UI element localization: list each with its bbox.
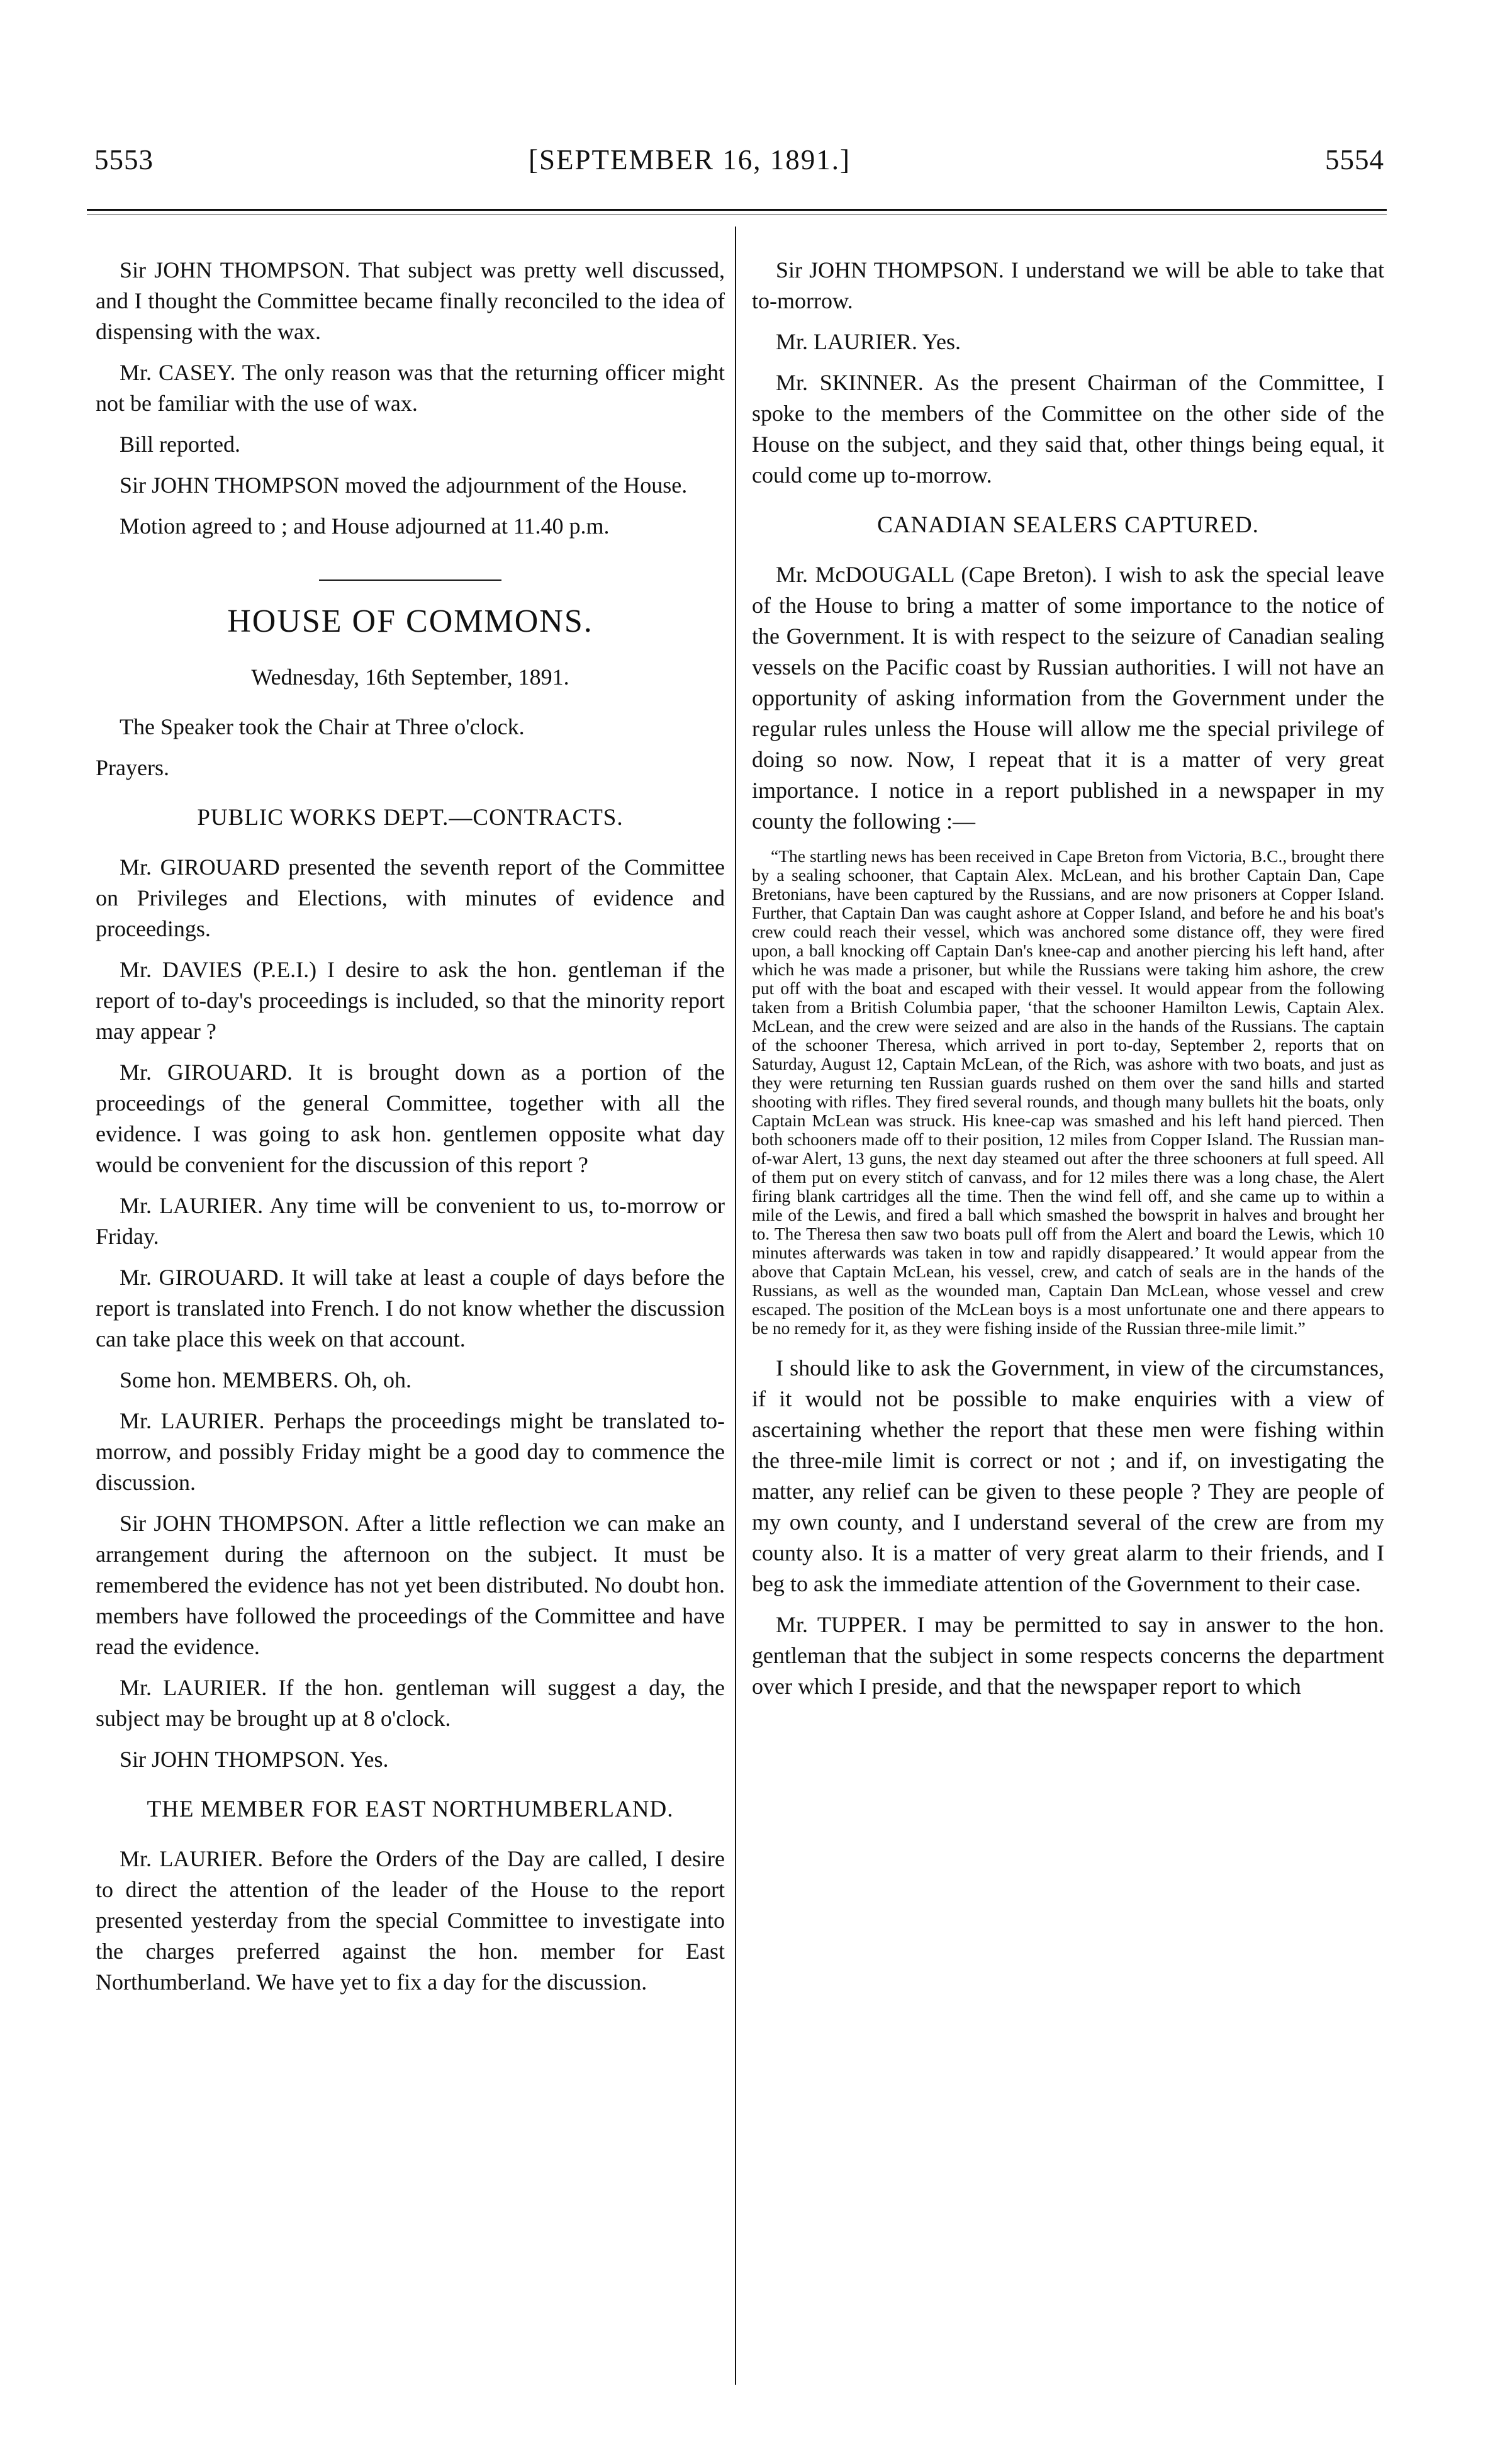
newspaper-quote: “The startling news has been received in Cape Breton from Victoria, B.C., brought there by a sealing schooner, that Captain Alex. McLean, and his brother Captain Dan, Cape Bretonians, have been captured by the Russians, and are now prisoners at Copper Island. Further, that Captain Dan was caught ashore at Copper Island, and before he and his boat's crew could reach their vessel, which was anchored some distance off, they were fired upon, a ball knocking off Captain Dan's knee-cap and another piercing his left hand, after which he was made a prisoner, but while the Russians were taking him ashore, the crew put off with the boat and escaped with their vessel. It would appear from the following taken from a British Columbia paper, ‘that the schooner Hamilton Lewis, Captain Alex. McLean, and the crew were seized and are also in the hands of the Russians. The captain of the schooner Theresa, which arrived in port to-day, September 2, reports that on Saturday, August 12, Captain McLean, of the Rich, was ashore with two boats, and just as they were returning ten Russian guards rushed on them over the sand hills and started shooting with rifles. They fired several rounds, and though many bullets hit the boats, only Captain McLean was struck. His knee-cap was smashed and his left hand pierced. Then both schooners made off to their position, 12 miles from Copper Island. The Russian man-of-war Alert, 13 guns, the next day steamed out after the three schooners at full speed. All of them put on every stitch of canvass, and for 12 miles there was a long chase, the Alert firing blank cartridges all the time. Then the wind fell off, and she came up to within a mile of the Lewis, and fired a ball which smashed the bowsprit in halves and brought her to. The Theresa then saw two boats pull off from the Alert and board the Lewis, which 10 minutes afterwards was taken in tow and rapidly disappeared.’ It would appear from the above that Captain McLean, his vessel, crew, and catch of seals are in the hands of the Russians, as well as the wounded man, Captain Dan McLean, whose vessel and crew escaped. The position of the McLean boys is a most unfortunate one and there appears to be no remedy for it, as they were fishing inside of the Russian three-mile limit.”	[752, 846, 1384, 1338]
paragraph: Mr. LAURIER. Yes.	[776, 329, 961, 354]
paragraph: Mr. LAURIER. If the hon. gentleman will suggest a day, the subject may be brought up at 8 o'clock.	[96, 1675, 725, 1731]
paragraph: Mr. DAVIES (P.E.I.) I desire to ask the hon. gentleman if the report of to-day's proceedings is included, so that the minority report may appear ?	[96, 957, 725, 1044]
page-header	[94, 143, 1384, 188]
page-number-left: 5553	[94, 144, 154, 176]
paragraph: Sir JOHN THOMPSON. I understand we will be able to take that to-morrow.	[752, 257, 1384, 313]
right-column	[752, 255, 1384, 1712]
section-heading: THE MEMBER FOR EAST NORTHUMBERLAND.	[147, 1796, 674, 1822]
paragraph: Motion agreed to ; and House adjourned at 11.40 p.m.	[120, 513, 610, 539]
paragraph: Mr. GIROUARD. It is brought down as a portion of the proceedings of the general Committee, together with all the evidence. I was going to ask hon. gentlemen opposite what day would be convenient for the discussion of this report ?	[96, 1060, 725, 1177]
house-heading: HOUSE OF COMMONS.	[227, 603, 593, 639]
speaker-line: The Speaker took the Chair at Three o'clock.	[120, 714, 525, 739]
paragraph: Bill reported.	[120, 432, 240, 457]
section-heading: CANADIAN SEALERS CAPTURED.	[877, 512, 1259, 538]
paragraph: Mr. LAURIER. Any time will be convenient to us, to-morrow or Friday.	[96, 1193, 725, 1249]
header-rule	[87, 209, 1387, 215]
paragraph: Mr. GIROUARD. It will take at least a couple of days before the report is translated into French. I do not know whether the discussion can take place this week on that account.	[96, 1265, 725, 1352]
paragraph: Sir JOHN THOMPSON. Yes.	[120, 1747, 389, 1772]
header-date: [SEPTEMBER 16, 1891.]	[529, 144, 851, 176]
left-column	[96, 255, 725, 2008]
paragraph: Sir JOHN THOMPSON moved the adjournment of the House.	[120, 473, 688, 498]
prayers-line: Prayers.	[96, 755, 169, 780]
section-heading: PUBLIC WORKS DEPT.—CONTRACTS.	[197, 805, 624, 831]
paragraph: Sir JOHN THOMPSON. That subject was pretty well discussed, and I thought the Committee became finally reconciled to the idea of dispensing with the wax.	[96, 257, 725, 344]
paragraph: Mr. CASEY. The only reason was that the returning officer might not be familiar with the use of wax.	[96, 360, 725, 416]
dateline: Wednesday, 16th September, 1891.	[251, 664, 569, 690]
paragraph: Mr. GIROUARD presented the seventh report of the Committee on Privileges and Elections, with minutes of evidence and proceedings.	[96, 854, 725, 941]
paragraph: Mr. McDOUGALL (Cape Breton). I wish to ask the special leave of the House to bring a matter of some importance to the notice of the Government. It is with respect to the seizure of Canadian sealing vessels on the Pacific coast by Russian authorities. I will not have an opportunity of asking information from the Government under the regular rules unless the House will allow me the special privilege of doing so now. Now, I repeat that it is a matter of very great importance. I notice in a report published in a newspaper in my county the following :—	[752, 562, 1384, 834]
paragraph: Mr. SKINNER. As the present Chairman of the Committee, I spoke to the members of the Committee on the other side of the House on the subject, and they said that, other things being equal, it could come up to-morrow.	[752, 370, 1384, 488]
column-divider	[735, 227, 736, 2385]
page-number-right: 5554	[1325, 144, 1384, 176]
paragraph: Mr. TUPPER. I may be permitted to say in answer to the hon. gentleman that the subject in some respects concerns the department over which I preside, and that the newspaper report to which	[752, 1612, 1384, 1699]
paragraph: Mr. LAURIER. Perhaps the proceedings might be translated to-morrow, and possibly Friday might be a good day to commence the discussion.	[96, 1408, 725, 1495]
paragraph: Mr. LAURIER. Before the Orders of the Day are called, I desire to direct the attention of the leader of the House to the report presented yesterday from the special Committee to investigate into the charges preferred against the hon. member for East Northumberland. We have yet to fix a day for the discussion.	[96, 1846, 725, 1995]
paragraph: Some hon. MEMBERS. Oh, oh.	[120, 1367, 412, 1392]
paragraph: I should like to ask the Government, in view of the circumstances, if it would not be possible to make enquiries with a view of ascertaining whether the report that these men were fishing within the three-mile limit is correct or not ; and if, on investigating the matter, any relief can be given to these people ? They are people of my own county, and I understand several of the crew are from my county also. It is a matter of very great alarm to their friends, and I beg to ask the immediate attention of the Government to their case.	[752, 1355, 1384, 1596]
paragraph: Sir JOHN THOMPSON. After a little reflection we can make an arrangement during the afternoon on the subject. It must be remembered the evidence has not yet been distributed. No doubt hon. members have followed the proceedings of the Committee and have read the evidence.	[96, 1511, 725, 1659]
section-divider	[319, 580, 501, 581]
